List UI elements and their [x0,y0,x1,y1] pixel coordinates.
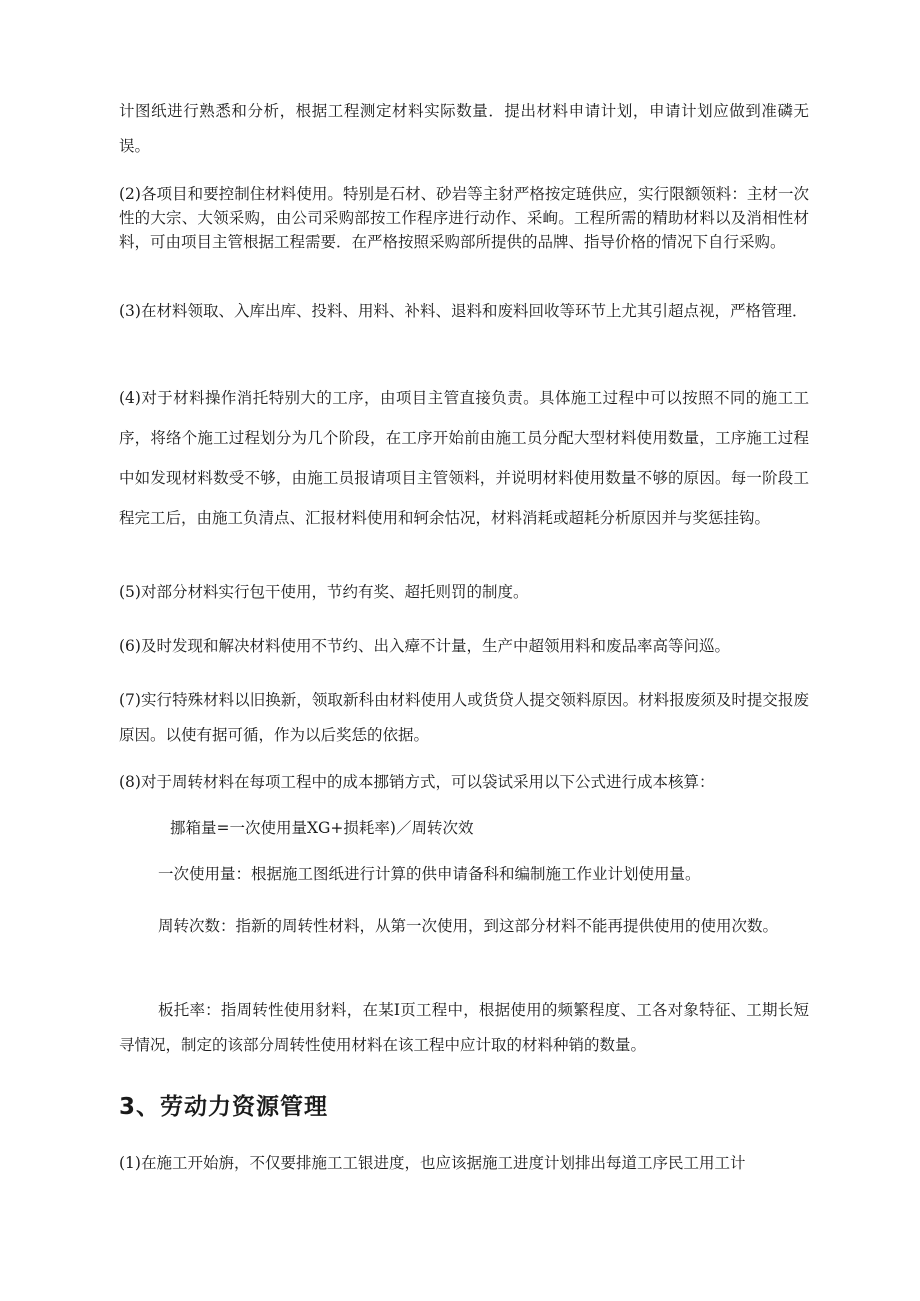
paragraph-intro: 计图纸进行熟悉和分析，根据工程测定材料实际数量．提出材料申请计划，申请计划应做到准磷无误。 [119,102,809,155]
definition-turnover-count: 周转次数：指新的周转性材料，从第一次使用，到这部分材料不能再提供使用的使用次数。 [158,917,779,935]
paragraph-item-8: (8)对于周转材料在每项工程中的成本挪销方式，可以袋试采用以下公式进行成本核算： [119,773,715,791]
paragraph-item-2: (2)各项目和要控制住材料使用。特别是石材、砂岩等主豺严格按定琏供应，实行限额领料：主材一次性的大宗、大领采购，由公司采购部按工作程序进行动作、采峋。工程所需的精助材料以及消相性材料，可由项目主管根据工程需要．在严格按照采购部所提供的品牌、指导价格的情况下自行采购。 [119,185,809,251]
section-heading: 3、劳动力资源管理 [119,1094,329,1120]
paragraph-item-5: (5)对部分材料实行包干使用，节约有奖、超托则罚的制度。 [119,583,529,601]
definition-loss-rate: 板托率：指周转性使用豺料，在某I页工程中，根据使用的频繁程度、工各对象特征、工期长短寻情况，制定的该部分周转性使用材料在该工程中应计取的材料种销的数量。 [119,1001,809,1054]
definition-one-time-usage: 一次使用量：根据施工图纸进行计算的供申请备科和编制施工作业计划使用量。 [158,865,701,883]
paragraph-labor-item-1: (1)在施工开始旃，不仅要排施工工银进度，也应该据施工进度计划排出每道工序民工用工计 [119,1154,746,1172]
formula-line: 挪箱量=一次使用量XG+损耗率)／周转次效 [170,819,474,837]
paragraph-item-4: (4)对于材料操作消托特别大的工序，由项目主管直接负责。具体施工过程中可以按照不同的施工工序，将络个施工过程划分为几个阶段，在工序开始前由施工员分配大型材料使用数量，工序施工过程中如发现材料数受不够，由施工员报请项目主管领料，并说明材料使用数量不够的原因。每一阶段工程完工后，由施工负清点、汇报材料使用和轲余怙况，材料消耗或超耗分析原因并与奖惩挂钩。 [119,389,809,527]
paragraph-item-6: (6)及时发现和解决材料使用不节约、出入瘴不计量，生产中超领用料和废品率高等问巡。 [119,637,730,655]
paragraph-item-3: (3)在材料领取、入库出库、投料、用料、补料、退料和废料回收等环节上尤其引超点视，严格管理． [119,302,808,320]
paragraph-item-7: (7)实行特殊材料以旧换新，领取新科由材料使用人或货贷人提交领料原因。材料报废须及时提交报废原因。以使有据可循，作为以后奖恁的依据。 [119,691,809,744]
